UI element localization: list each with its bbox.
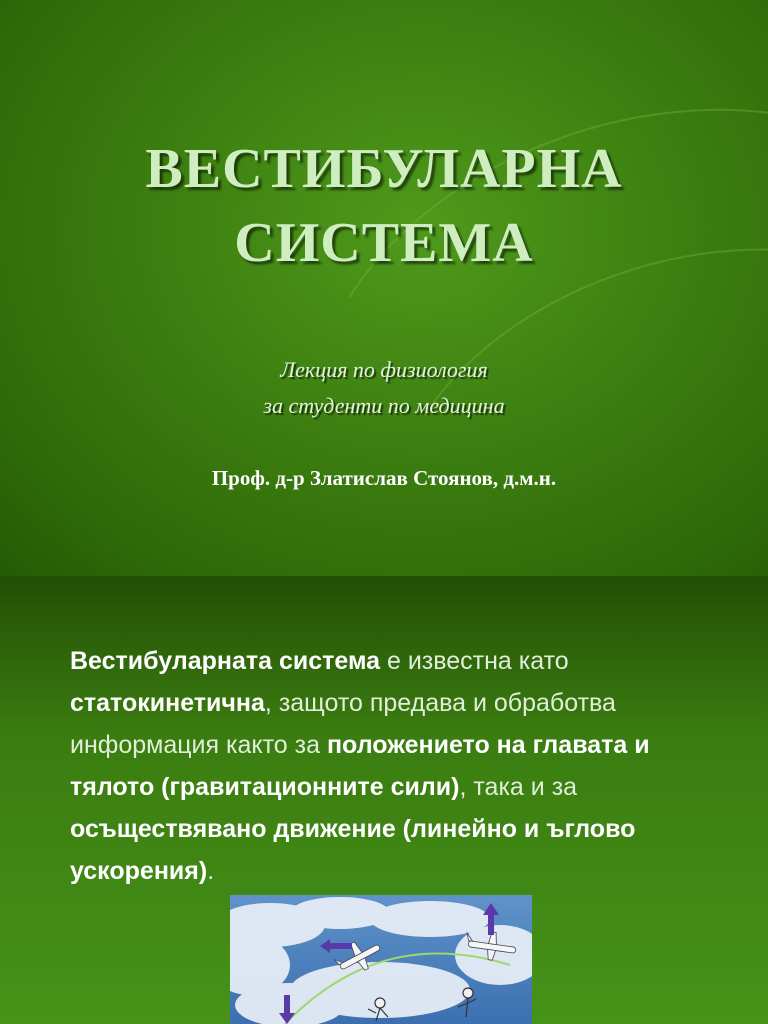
slide-title: [0, 132, 768, 280]
text-segment: , защото предава и обработва информация както за: [70, 689, 616, 759]
title-line-2: СИСТЕМА: [234, 212, 534, 274]
flight-illustration: [230, 895, 532, 1024]
flight-illustration-svg: [230, 895, 532, 1024]
term-movement: осъществявано движение (линейно и ъглово ускорения): [70, 815, 636, 885]
author-name: Проф. д-р Златислав Стоянов, д.м.н.: [211, 466, 557, 490]
text-segment: е известна като: [380, 647, 569, 675]
subtitle-line-1: Лекция по физиология: [280, 357, 488, 382]
term-statokinetic: статокинетична: [70, 689, 265, 717]
subtitle-line-2: за студенти по медицина: [263, 393, 505, 418]
text-segment: .: [207, 857, 215, 885]
term-vestibular-system: Вестибуларната система: [70, 647, 381, 675]
slide-body-paragraph: [70, 640, 740, 892]
title-line-1: ВЕСТИБУЛАРНА: [145, 138, 623, 200]
term-head-body-position: положението на главата и тялото (гравитационните сили): [70, 731, 650, 801]
text-segment: , така и за: [459, 773, 578, 801]
slide-subtitle: [0, 352, 768, 424]
